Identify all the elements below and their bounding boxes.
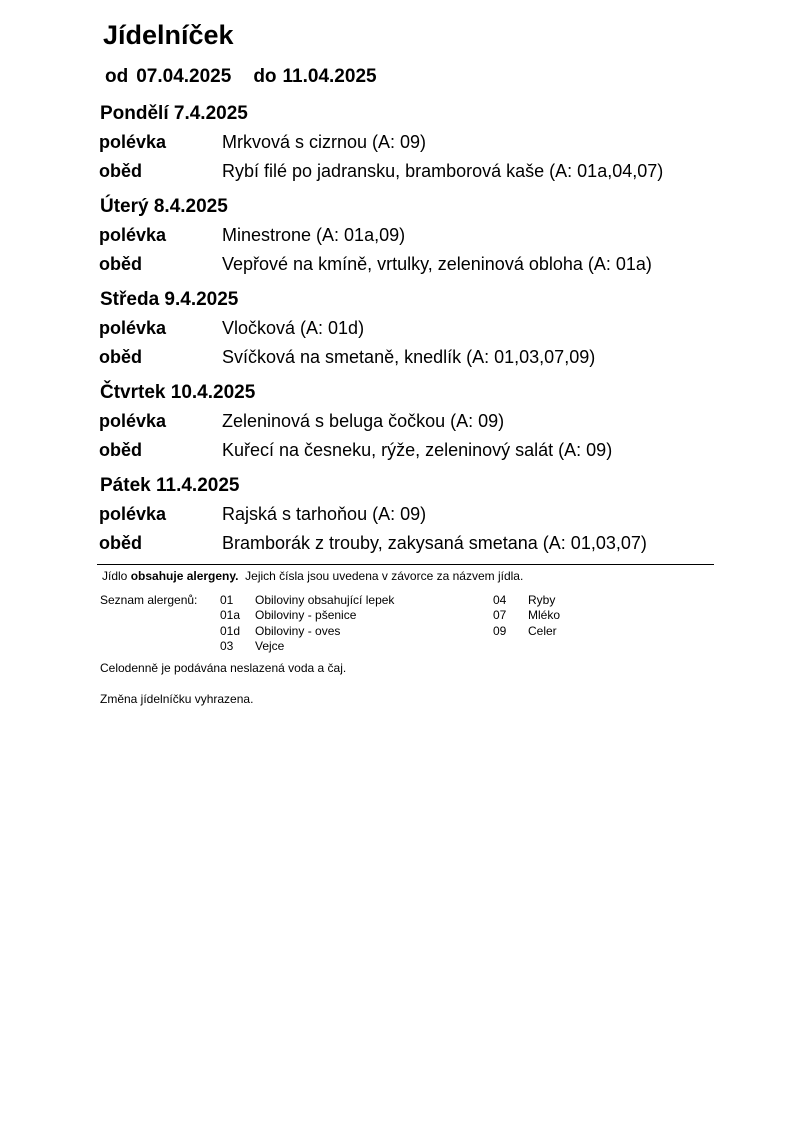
allergen-code: 01a (220, 608, 241, 622)
meal-type-label: polévka (99, 318, 167, 338)
day-section (0, 196, 794, 289)
dish-name: Svíčková na smetaně, knedlík (A: 01,03,07,09) (222, 347, 596, 367)
date-from: 07.04.2025 (136, 66, 232, 87)
allergen-note (102, 569, 523, 583)
meal-type-label: polévka (99, 132, 167, 152)
meal-type-label: polévka (99, 225, 167, 245)
allergen-code: 01d (220, 624, 241, 638)
day-title: Pátek 11.4.2025 (100, 475, 240, 496)
day-title: Čtvrtek 10.4.2025 (100, 382, 256, 403)
day-section (0, 103, 794, 196)
allergen-code: 09 (493, 624, 507, 638)
allergen-note-bold: obsahuje alergeny. (130, 569, 239, 583)
meal-type-label: polévka (99, 411, 167, 431)
meal-type-label: polévka (99, 504, 167, 524)
allergen-code: 04 (493, 593, 507, 607)
allergen-name: Obiloviny - pšenice (255, 608, 357, 622)
meal-type-label: oběd (99, 254, 142, 274)
dish-name: Vločková (A: 01d) (222, 318, 365, 338)
day-section (0, 382, 794, 475)
allergen-name: Vejce (255, 639, 285, 653)
dish-name: Zeleninová s beluga čočkou (A: 09) (222, 411, 505, 431)
date-to: 11.04.2025 (282, 66, 377, 87)
day-title: Pondělí 7.4.2025 (100, 103, 248, 124)
dish-name: Vepřové na kmíně, vrtulky, zeleninová obloha (A: 01a) (222, 254, 652, 274)
meal-type-label: oběd (99, 347, 142, 367)
water-note: Celodenně je podávána neslazená voda a čaj. (100, 661, 347, 675)
dish-name: Rajská s tarhoňou (A: 09) (222, 504, 427, 524)
allergen-name: Celer (528, 624, 557, 638)
change-note: Změna jídelníčku vyhrazena. (100, 692, 254, 706)
date-range (105, 66, 377, 88)
day-section (0, 475, 794, 568)
allergen-code: 03 (220, 639, 234, 653)
dish-name: Mrkvová s cizrnou (A: 09) (222, 132, 427, 152)
allergen-name: Mléko (528, 608, 561, 622)
allergen-name: Obiloviny - oves (255, 624, 341, 638)
menu-days (0, 103, 794, 568)
allergen-code: 07 (493, 608, 507, 622)
divider (97, 564, 714, 565)
meal-type-label: oběd (99, 533, 142, 553)
dish-name: Minestrone (A: 01a,09) (222, 225, 406, 245)
day-title: Středa 9.4.2025 (100, 289, 239, 310)
date-from-label: od (105, 66, 129, 87)
date-to-label: do (253, 66, 277, 87)
dish-name: Rybí filé po jadransku, bramborová kaše (A: 01a,04,07) (222, 161, 664, 181)
allergen-code: 01 (220, 593, 234, 607)
allergen-name: Obiloviny obsahující lepek (255, 593, 395, 607)
day-section (0, 289, 794, 382)
day-title: Úterý 8.4.2025 (100, 196, 228, 217)
dish-name: Kuřecí na česneku, rýže, zeleninový salát (A: 09) (222, 440, 613, 460)
page-title: Jídelníček (103, 20, 234, 50)
dish-name: Bramborák z trouby, zakysaná smetana (A: 01,03,07) (222, 533, 647, 553)
allergen-name: Ryby (528, 593, 556, 607)
allergen-note-prefix: Jídlo (102, 569, 131, 583)
meal-type-label: oběd (99, 161, 142, 181)
meal-type-label: oběd (99, 440, 142, 460)
allergen-list-label: Seznam alergenů: (100, 593, 198, 607)
allergen-note-suffix: Jejich čísla jsou uvedena v závorce za názvem jídla. (238, 569, 524, 583)
